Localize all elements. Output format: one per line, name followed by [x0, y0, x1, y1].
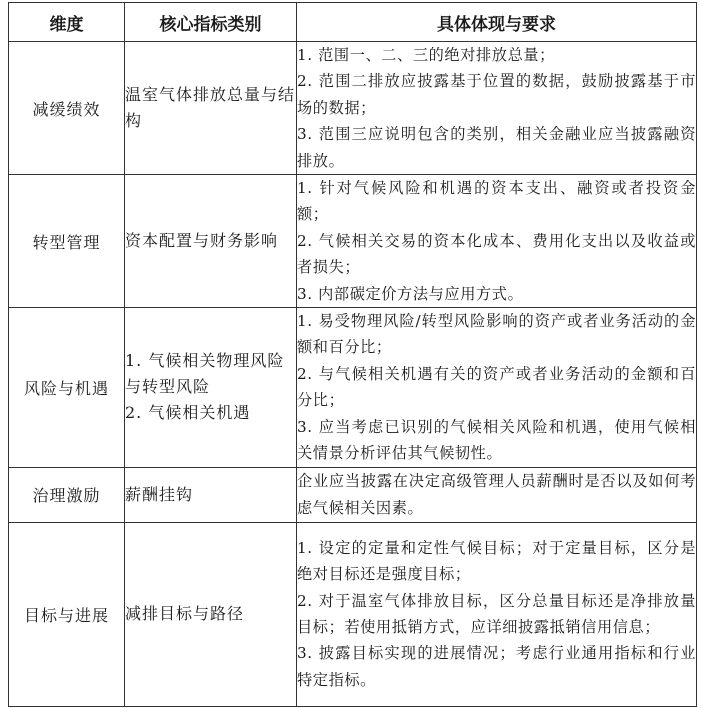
dimension-cell: 治理激励	[9, 467, 125, 522]
requirement-cell	[297, 522, 697, 706]
category-text: 减排目标与路径	[125, 604, 245, 623]
dimension-cell: 转型管理	[9, 175, 125, 308]
table-row	[9, 42, 697, 175]
requirement-item: 1. 针对气候风险和机遇的资本支出、融资或者投资金额；	[297, 179, 696, 224]
category-cell	[125, 467, 297, 522]
category-text: 2. 气候相关机遇	[125, 403, 251, 423]
requirement-item: 2. 气候相关交易的资本化成本、费用化支出以及收益或者损失；	[297, 231, 696, 277]
header-category: 核心指标类别	[125, 3, 297, 42]
category-cell	[125, 175, 297, 308]
header-dimension: 维度	[9, 3, 125, 42]
requirement-item: 企业应当披露在决定高级管理人员薪酬时是否以及如何考虑气候相关因素。	[297, 472, 696, 517]
requirement-cell	[297, 175, 697, 308]
climate-disclosure-table	[8, 2, 697, 707]
requirement-item: 2. 与气候相关机遇有关的资产或者业务活动的金额和百分比；	[297, 364, 696, 410]
dimension-cell: 目标与进展	[9, 522, 125, 706]
requirement-item: 3. 应当考虑已识别的气候相关风险和机遇，使用气候相关情景分析评估其气候韧性。	[297, 417, 696, 463]
requirement-item: 3. 内部碳定价方法与应用方式。	[297, 284, 524, 303]
category-cell	[125, 522, 297, 706]
table-row	[9, 467, 697, 522]
requirement-item: 2. 对于温室气体排放目标，区分总量目标还是净排放量目标；若使用抵销方式，应详细披露抵销信用信息；	[297, 591, 696, 636]
table-row	[9, 308, 697, 467]
requirement-cell	[297, 42, 697, 175]
header-requirement: 具体体现与要求	[297, 3, 697, 42]
header-row	[9, 3, 697, 42]
requirement-item: 1. 易受物理风险/转型风险影响的资产或者业务活动的金额和百分比；	[297, 312, 696, 357]
requirement-item: 3. 披露目标实现的进展情况；考虑行业通用指标和行业特定指标。	[297, 644, 696, 689]
requirement-cell	[297, 467, 697, 522]
dimension-cell: 风险与机遇	[9, 308, 125, 467]
requirement-item: 1. 范围一、二、三的绝对排放总量；	[297, 46, 555, 64]
requirement-item: 1. 设定的定量和定性气候目标；对于定量目标，区分是绝对目标还是强度目标；	[297, 538, 696, 584]
category-text: 资本配置与财务影响	[125, 231, 279, 251]
category-cell	[125, 42, 297, 175]
table-row	[9, 522, 697, 706]
table-row	[9, 175, 697, 308]
requirement-item: 3. 范围三应说明包含的类别，相关金融业应当披露融资排放。	[297, 125, 696, 170]
category-text: 薪酬挂钩	[125, 484, 194, 504]
requirement-cell	[297, 308, 697, 467]
dimension-cell: 减缓绩效	[9, 42, 125, 175]
category-text: 温室气体排放总量与结构	[125, 85, 296, 131]
category-text: 1. 气候相关物理风险与转型风险	[125, 351, 285, 397]
category-cell	[125, 308, 297, 467]
requirement-item: 2. 范围二排放应披露基于位置的数据，鼓励披露基于市场的数据；	[297, 72, 696, 117]
